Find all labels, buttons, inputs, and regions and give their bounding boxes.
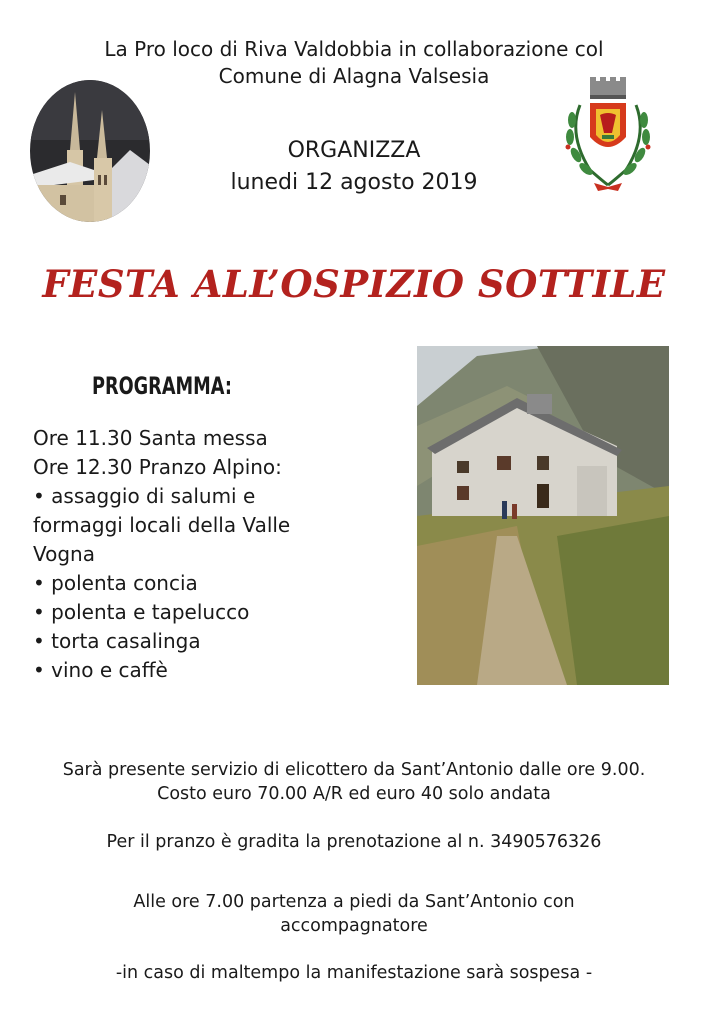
program-item: Vogna [33, 542, 95, 566]
event-date: lunedi 12 agosto 2019 [230, 170, 478, 195]
program-item: Ore 11.30 Santa messa [33, 426, 268, 450]
event-title: FESTA ALL’OSPIZIO SOTTILE [42, 262, 666, 306]
walk-info-line-2: accompagnatore [280, 916, 428, 936]
program-item: • torta casalinga [33, 629, 201, 653]
organizza-label: ORGANIZZA [287, 138, 421, 163]
program-item: Ore 12.30 Pranzo Alpino: [33, 455, 282, 479]
organizer-line-2: Comune di Alagna Valsesia [218, 64, 490, 88]
coat-of-arms [550, 75, 665, 200]
program-item: • assaggio di salumi e [33, 484, 256, 508]
walk-info-line-1: Alle ore 7.00 partenza a piedi da Sant’Antonio con [133, 892, 575, 912]
weather-notice: -in caso di maltempo la manifestazione sarà sospesa - [115, 963, 593, 983]
booking-info: Per il pranzo è gradita la prenotazione al n. 3490576326 [106, 832, 602, 852]
program-item: • polenta e tapelucco [33, 600, 250, 624]
program-item: • polenta concia [33, 571, 198, 595]
program-item: formaggi locali della Valle [33, 513, 291, 537]
programma-heading: PROGRAMMA: [92, 372, 232, 400]
helicopter-info-line-1: Sarà presente servizio di elicottero da Sant’Antonio dalle ore 9.00. [62, 760, 646, 780]
church-photo [30, 80, 150, 222]
helicopter-info-line-2: Costo euro 70.00 A/R ed euro 40 solo andata [157, 784, 551, 804]
organizer-line-1: La Pro loco di Riva Valdobbia in collaborazione col [104, 37, 604, 61]
refuge-photo [417, 346, 669, 685]
program-item: • vino e caffè [33, 658, 168, 682]
